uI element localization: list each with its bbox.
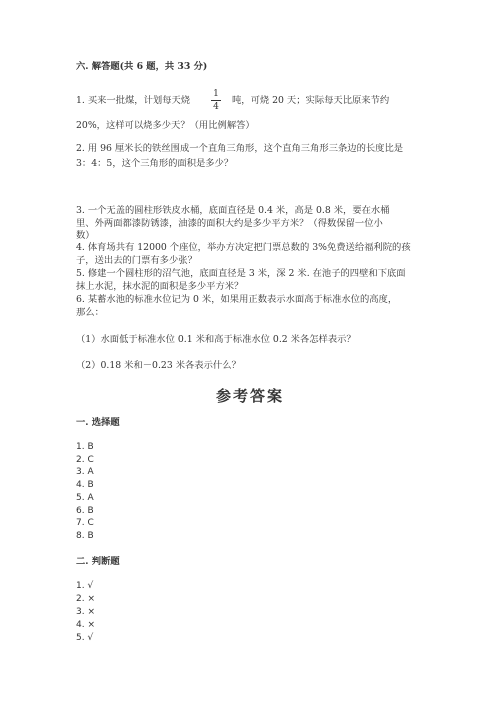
answer-item: 2. C: [76, 455, 94, 465]
answer-item: 4. B: [76, 480, 94, 490]
question-1-line-2: 20%，这样可以烧多少天？（用比例解答）: [76, 120, 255, 131]
answer-key-title: 参考答案: [215, 387, 284, 405]
answer-item: 1. √: [76, 581, 94, 591]
question-3-line-1: 3. 一个无盖的圆柱形铁皮水桶，底面直径是 0.4 米，高是 0.8 米，要在水桶: [76, 205, 390, 216]
section-heading: 六. 解答题(共 6 题，共 33 分): [76, 61, 208, 72]
answer-item: 8. B: [76, 531, 94, 541]
question-1-text: 1. 买来一批煤，计划每天烧: [76, 95, 191, 106]
fraction-bar: [211, 100, 221, 101]
question-4-line-1: 4. 体育场共有 12000 个座位，举办方决定把门票总数的 3%免费送给福利院的孩: [76, 242, 411, 253]
answer-item: 4. ×: [76, 620, 95, 630]
answer-section-1-heading: 一. 选择题: [76, 417, 120, 428]
answer-section-2-heading: 二. 判断题: [76, 556, 120, 567]
question-6-line-2: 那么：: [76, 307, 104, 318]
fraction-denominator: 4: [213, 102, 219, 112]
question-5-line-1: 5. 修建一个圆柱形的沼气池，底面直径是 3 米，深 2 米. 在池子的四壁和下底面: [76, 268, 406, 279]
answer-item: 3. A: [76, 467, 94, 477]
question-5-line-2: 抹上水泥，抹水泥的面积是多少平方米？: [76, 281, 244, 292]
answer-item: 5. √: [76, 633, 94, 643]
question-1-text-cont: 吨，可烧 20 天；实际每天比原来节约: [232, 95, 390, 106]
answer-item: 5. A: [76, 493, 94, 503]
question-6-sub-2: （2）0.18 米和－0.23 米各表示什么？: [76, 360, 241, 371]
question-4-line-2: 子，送出去的门票有多少张？: [76, 255, 197, 266]
question-2-line-1: 2. 用 96 厘米长的铁丝围成一个直角三角形，这个直角三角形三条边的长度比是: [76, 143, 404, 154]
answer-item: 7. C: [76, 518, 94, 528]
answer-item: 1. B: [76, 442, 94, 452]
answer-item: 2. ×: [76, 594, 95, 604]
answer-item: 6. B: [76, 506, 94, 516]
fraction-numerator: 1: [213, 89, 219, 99]
question-2-line-2: 3：4：5，这个三角形的面积是多少？: [76, 158, 234, 169]
question-6-sub-1: （1）水面低于标准水位 0.1 米和高于标准水位 0.2 米各怎样表示？: [76, 334, 356, 345]
fraction: [211, 89, 221, 112]
question-3-line-2: 里、外两面都漆防锈漆，油漆的面积大约是多少平方米？（得数保留一位小: [76, 218, 383, 229]
question-6-line-1: 6. 某蓄水池的标准水位记为 0 米，如果用正数表示水面高于标准水位的高度，: [76, 294, 398, 305]
question-3-line-3: 数）: [76, 230, 95, 241]
answer-item: 3. ×: [76, 607, 95, 617]
